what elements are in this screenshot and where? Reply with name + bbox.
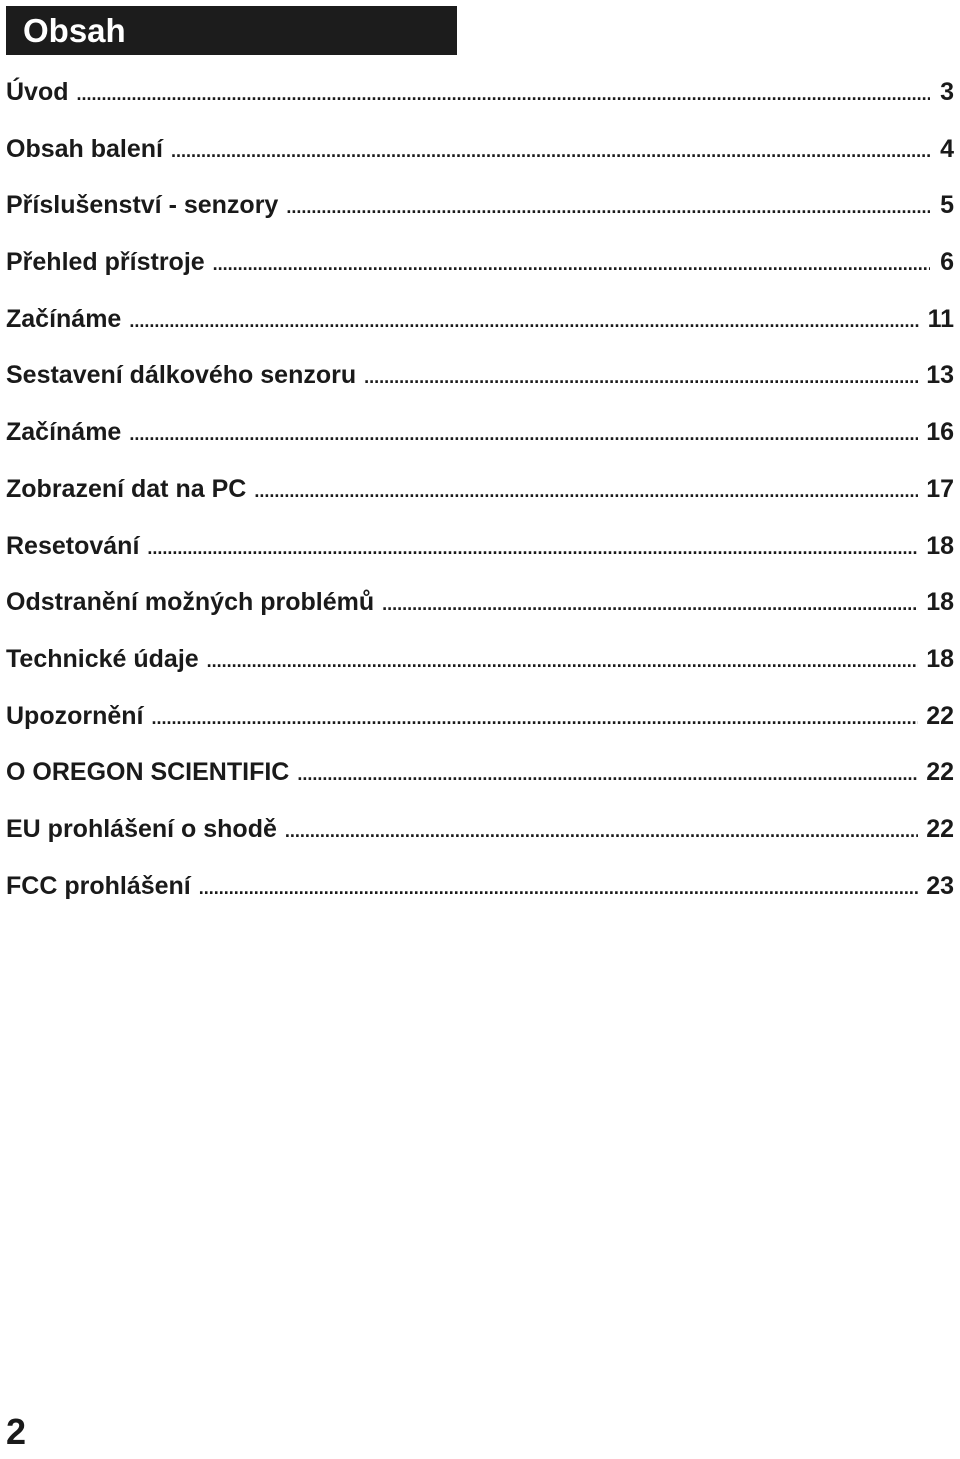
toc-dot-leader <box>213 254 930 275</box>
toc-entry[interactable] <box>6 582 954 639</box>
toc-entry[interactable] <box>6 242 954 299</box>
toc-entry[interactable] <box>6 639 954 696</box>
toc-entry[interactable] <box>6 412 954 469</box>
toc-entry-label: Upozornění <box>6 701 144 730</box>
toc-dot-leader <box>171 141 930 162</box>
toc-entry[interactable] <box>6 185 954 242</box>
toc-dot-leader <box>364 367 918 388</box>
toc-entry-page: 22 <box>926 814 954 843</box>
toc-entry-label: Resetování <box>6 531 140 560</box>
toc-entry-label: Technické údaje <box>6 644 199 673</box>
toc-dot-leader <box>382 594 918 615</box>
toc-dot-leader <box>199 878 918 899</box>
toc-entry-label: Začínáme <box>6 418 122 447</box>
toc-entry[interactable] <box>6 469 954 526</box>
toc-entry[interactable] <box>6 355 954 412</box>
toc-entry-label: FCC prohlášení <box>6 871 191 900</box>
toc-entry[interactable] <box>6 526 954 583</box>
toc-entry-label: Úvod <box>6 78 69 106</box>
toc-entry-label: EU prohlášení o shodě <box>6 814 277 843</box>
toc-entry-label: Obsah balení <box>6 134 163 163</box>
toc-entry-page: 22 <box>926 701 954 730</box>
toc-entry-label: Příslušenství - senzory <box>6 191 279 220</box>
toc-entry-page: 5 <box>940 191 954 220</box>
toc-entry-page: 17 <box>926 474 954 503</box>
toc-entry-page: 3 <box>940 78 954 106</box>
toc-entry-label: Zobrazení dat na PC <box>6 474 247 503</box>
toc-entry-page: 18 <box>926 531 954 560</box>
toc-entry[interactable] <box>6 299 954 356</box>
toc-entry-page: 11 <box>927 304 954 333</box>
toc-entry-label: Přehled přístroje <box>6 248 205 277</box>
toc-entry-page: 4 <box>940 134 954 163</box>
toc-dot-leader <box>286 197 930 218</box>
toc-entry[interactable] <box>6 72 954 129</box>
toc-dot-leader <box>129 311 919 332</box>
toc-dot-leader <box>254 481 918 502</box>
toc-dot-leader <box>129 424 918 445</box>
toc-entry-page: 13 <box>926 361 954 390</box>
toc-dot-leader <box>152 708 919 729</box>
toc-entry[interactable] <box>6 809 954 866</box>
toc-entry-label: Odstranění možných problémů <box>6 588 375 617</box>
toc-dot-leader <box>297 764 918 785</box>
toc-entry-page: 16 <box>926 418 954 447</box>
toc-entry[interactable] <box>6 752 954 809</box>
toc-entry-page: 22 <box>926 758 954 787</box>
toc-entry-label: O OREGON SCIENTIFIC <box>6 758 290 787</box>
toc-dot-leader <box>207 651 919 672</box>
toc-entry-label: Sestavení dálkového senzoru <box>6 361 357 390</box>
toc-entry-page: 6 <box>940 248 954 277</box>
toc-entry-label: Začínáme <box>6 304 122 333</box>
table-of-contents <box>6 72 954 922</box>
toc-dot-leader <box>285 821 918 842</box>
toc-entry-page: 18 <box>926 588 954 617</box>
toc-entry-page: 18 <box>926 644 954 673</box>
page-title: Obsah <box>23 12 126 49</box>
toc-entry[interactable] <box>6 129 954 186</box>
section-header-bar <box>6 6 457 55</box>
toc-entry[interactable] <box>6 696 954 753</box>
toc-dot-leader <box>147 538 918 559</box>
toc-entry-page: 23 <box>926 871 954 900</box>
page-number: 2 <box>6 1411 27 1452</box>
toc-dot-leader <box>77 84 931 105</box>
toc-entry[interactable] <box>6 866 954 923</box>
